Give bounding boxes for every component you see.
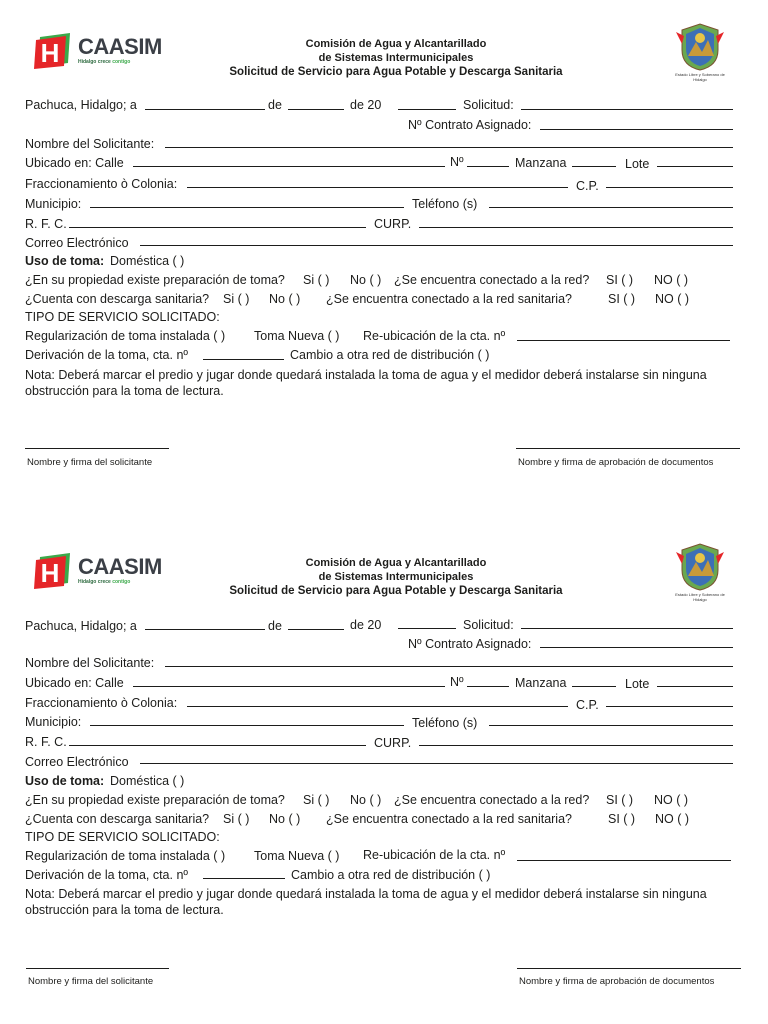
caasim-logo (34, 553, 174, 593)
curp-label: CURP. (374, 217, 412, 231)
cp-label: C.P. (576, 179, 599, 193)
municipio-label: Municipio: (25, 197, 82, 211)
derivacion-label: Derivación de la toma, cta. nº (25, 868, 188, 882)
derivacion-field[interactable] (203, 878, 285, 879)
cambio-red-option[interactable]: Cambio a otra red de distribución ( ) (290, 348, 490, 362)
curp-field[interactable] (419, 745, 733, 746)
q1-no-option[interactable]: No ( ) (350, 273, 382, 287)
nombre-field[interactable] (165, 666, 733, 667)
calle-field[interactable] (133, 686, 445, 687)
caasim-h-icon (34, 33, 74, 69)
month-field[interactable] (288, 109, 344, 110)
hidalgo-seal (672, 22, 728, 86)
curp-field[interactable] (419, 227, 733, 228)
manzana-label: Manzana (515, 676, 567, 690)
org-line-1: Comisión de Agua y Alcantarillado (305, 557, 487, 569)
correo-field[interactable] (140, 763, 733, 764)
lote-label: Lote (625, 157, 650, 171)
correo-label: Correo Electrónico (25, 755, 129, 769)
rfc-label: R. F. C. (25, 217, 67, 231)
firma-solicitante-line[interactable] (26, 968, 169, 969)
reubicacion-label: Re-ubicación de la cta. nº (363, 329, 506, 343)
seal-caption: Estado Libre y Soberano de Hidalgo (675, 592, 725, 602)
day-field[interactable] (145, 109, 265, 110)
firma-aprobacion-line[interactable] (516, 448, 740, 449)
municipio-field[interactable] (90, 207, 404, 208)
municipio-label: Municipio: (25, 715, 82, 729)
q1-no-option[interactable]: No ( ) (350, 793, 382, 807)
place-label: Pachuca, Hidalgo; a (25, 98, 137, 112)
numero-field[interactable] (467, 686, 509, 687)
cp-field[interactable] (606, 706, 733, 707)
regularizacion-option[interactable]: Regularización de toma instalada ( ) (25, 329, 226, 343)
uso-label: Uso de toma: (25, 254, 105, 268)
numero-label: Nº (450, 155, 464, 169)
nota-text: Nota: Deberá marcar el predio y jugar donde quedará instalada la toma de agua y el medidor deberá instalarse sin ninguna obstrucción para la toma de lectura. (25, 887, 707, 917)
org-line-1: Comisión de Agua y Alcantarillado (305, 38, 487, 50)
q3-si-option[interactable]: Si ( ) (223, 812, 250, 826)
tipo-servicio-heading: TIPO DE SERVICIO SOLICITADO: (25, 310, 220, 324)
q1-si-option[interactable]: Si ( ) (303, 793, 330, 807)
curp-label: CURP. (374, 736, 412, 750)
q4-text: ¿Se encuentra conectado a la red sanitaria? (326, 292, 572, 306)
numero-field[interactable] (467, 166, 509, 167)
caasim-wordmark: CAASIM (78, 34, 162, 59)
contrato-label: Nº Contrato Asignado: (408, 637, 532, 651)
firma-solicitante-label: Nombre y firma del solicitante (28, 976, 154, 987)
q4-text: ¿Se encuentra conectado a la red sanitaria? (326, 812, 572, 826)
correo-label: Correo Electrónico (25, 236, 129, 250)
colonia-field[interactable] (187, 187, 568, 188)
cp-field[interactable] (606, 187, 733, 188)
derivacion-label: Derivación de la toma, cta. nº (25, 348, 188, 362)
firma-solicitante-line[interactable] (25, 448, 169, 449)
q3-text: ¿Cuenta con descarga sanitaria? (25, 292, 210, 306)
firma-solicitante-label: Nombre y firma del solicitante (27, 457, 153, 468)
rfc-field[interactable] (69, 745, 366, 746)
telefono-label: Teléfono (s) (412, 716, 478, 730)
manzana-label: Manzana (515, 156, 567, 170)
solicitud-label: Solicitud: (463, 98, 514, 112)
colonia-field[interactable] (187, 706, 568, 707)
logo-tagline: Hidalgo crece contigo (78, 59, 131, 65)
q4-si-option[interactable]: SI ( ) (608, 292, 636, 306)
q2-text: ¿Se encuentra conectado a la red? (394, 273, 590, 287)
telefono-field[interactable] (489, 725, 733, 726)
contrato-field[interactable] (540, 129, 733, 130)
numero-label: Nº (450, 675, 464, 689)
telefono-field[interactable] (489, 207, 733, 208)
correo-field[interactable] (140, 245, 733, 246)
uso-label: Uso de toma: (25, 774, 105, 788)
q2-no-option[interactable]: NO ( ) (654, 273, 689, 287)
contrato-label: Nº Contrato Asignado: (408, 118, 532, 132)
form-copy-2 (0, 512, 768, 1024)
coat-of-arms-icon (672, 22, 728, 72)
toma-nueva-option[interactable]: Toma Nueva ( ) (254, 329, 340, 343)
q3-text: ¿Cuenta con descarga sanitaria? (25, 812, 210, 826)
solicitud-label: Solicitud: (463, 618, 514, 632)
q1-si-option[interactable]: Si ( ) (303, 273, 330, 287)
month-label: de (268, 619, 282, 633)
caasim-logo (34, 33, 174, 73)
org-line-2: de Sistemas Intermunicipales (318, 52, 474, 64)
form-title: Solicitud de Servicio para Agua Potable y Descarga Sanitaria (229, 66, 563, 78)
month-field[interactable] (288, 629, 344, 630)
seal-caption: Estado Libre y Soberano de Hidalgo (675, 72, 725, 82)
lote-field[interactable] (657, 686, 733, 687)
telefono-label: Teléfono (s) (412, 197, 478, 211)
q3-no-option[interactable]: No ( ) (269, 812, 301, 826)
nota-text: Nota: Deberá marcar el predio y jugar donde quedará instalada la toma de agua y el medidor deberá instalarse sin ninguna obstrucción para la toma de lectura. (25, 368, 707, 398)
day-field[interactable] (145, 629, 265, 630)
calle-label: Ubicado en: Calle (25, 676, 124, 690)
cambio-red-option[interactable]: Cambio a otra red de distribución ( ) (291, 868, 491, 882)
firma-aprobacion-label: Nombre y firma de aprobación de documentos (518, 457, 714, 468)
colonia-label: Fraccionamiento ò Colonia: (25, 177, 178, 191)
rfc-label: R. F. C. (25, 735, 67, 749)
year-label: de 20 (350, 98, 382, 112)
regularizacion-option[interactable]: Regularización de toma instalada ( ) (25, 849, 226, 863)
q3-no-option[interactable]: No ( ) (269, 292, 301, 306)
tipo-servicio-heading: TIPO DE SERVICIO SOLICITADO: (25, 830, 220, 844)
form-title: Solicitud de Servicio para Agua Potable y Descarga Sanitaria (229, 585, 563, 597)
manzana-field[interactable] (572, 166, 616, 167)
caasim-h-icon (34, 553, 74, 589)
svg-text:H: H (40, 558, 60, 588)
reubicacion-label: Re-ubicación de la cta. nº (363, 848, 506, 862)
q3-si-option[interactable]: Si ( ) (223, 292, 250, 306)
year-label: de 20 (350, 618, 382, 632)
firma-aprobacion-line[interactable] (517, 968, 741, 969)
uso-domestica-option[interactable]: Doméstica ( ) (110, 774, 185, 788)
nombre-label: Nombre del Solicitante: (25, 656, 155, 670)
calle-label: Ubicado en: Calle (25, 156, 124, 170)
q2-no-option[interactable]: NO ( ) (654, 793, 689, 807)
lote-label: Lote (625, 677, 650, 691)
q1-text: ¿En su propiedad existe preparación de toma? (25, 793, 285, 807)
cp-label: C.P. (576, 698, 599, 712)
reubicacion-field[interactable] (517, 860, 731, 861)
org-line-2: de Sistemas Intermunicipales (318, 571, 474, 583)
q4-no-option[interactable]: NO ( ) (655, 292, 690, 306)
nombre-field[interactable] (165, 147, 733, 148)
solicitud-field[interactable] (521, 628, 733, 629)
logo-tagline: Hidalgo crece contigo (78, 579, 131, 585)
q2-si-option[interactable]: SI ( ) (606, 793, 634, 807)
uso-domestica-option[interactable]: Doméstica ( ) (110, 254, 185, 268)
header-title (196, 37, 596, 79)
manzana-field[interactable] (572, 686, 616, 687)
rfc-field[interactable] (69, 227, 366, 228)
q4-si-option[interactable]: SI ( ) (608, 812, 636, 826)
municipio-field[interactable] (90, 725, 404, 726)
year-field[interactable] (398, 109, 456, 110)
nombre-label: Nombre del Solicitante: (25, 137, 155, 151)
header-title (196, 556, 596, 598)
q2-si-option[interactable]: SI ( ) (606, 273, 634, 287)
solicitud-field[interactable] (521, 109, 733, 110)
caasim-wordmark: CAASIM (78, 554, 162, 579)
firma-aprobacion-label: Nombre y firma de aprobación de documentos (519, 976, 715, 987)
derivacion-field[interactable] (203, 359, 284, 360)
contrato-field[interactable] (540, 647, 733, 648)
svg-text:H: H (40, 38, 60, 68)
month-label: de (268, 98, 282, 112)
hidalgo-seal (672, 542, 728, 606)
calle-field[interactable] (133, 166, 445, 167)
place-label: Pachuca, Hidalgo; a (25, 619, 137, 633)
q2-text: ¿Se encuentra conectado a la red? (394, 793, 590, 807)
colonia-label: Fraccionamiento ò Colonia: (25, 696, 178, 710)
q4-no-option[interactable]: NO ( ) (655, 812, 690, 826)
lote-field[interactable] (657, 166, 733, 167)
coat-of-arms-icon (672, 542, 728, 592)
toma-nueva-option[interactable]: Toma Nueva ( ) (254, 849, 340, 863)
reubicacion-field[interactable] (517, 340, 730, 341)
q1-text: ¿En su propiedad existe preparación de toma? (25, 273, 285, 287)
year-field[interactable] (398, 628, 456, 629)
